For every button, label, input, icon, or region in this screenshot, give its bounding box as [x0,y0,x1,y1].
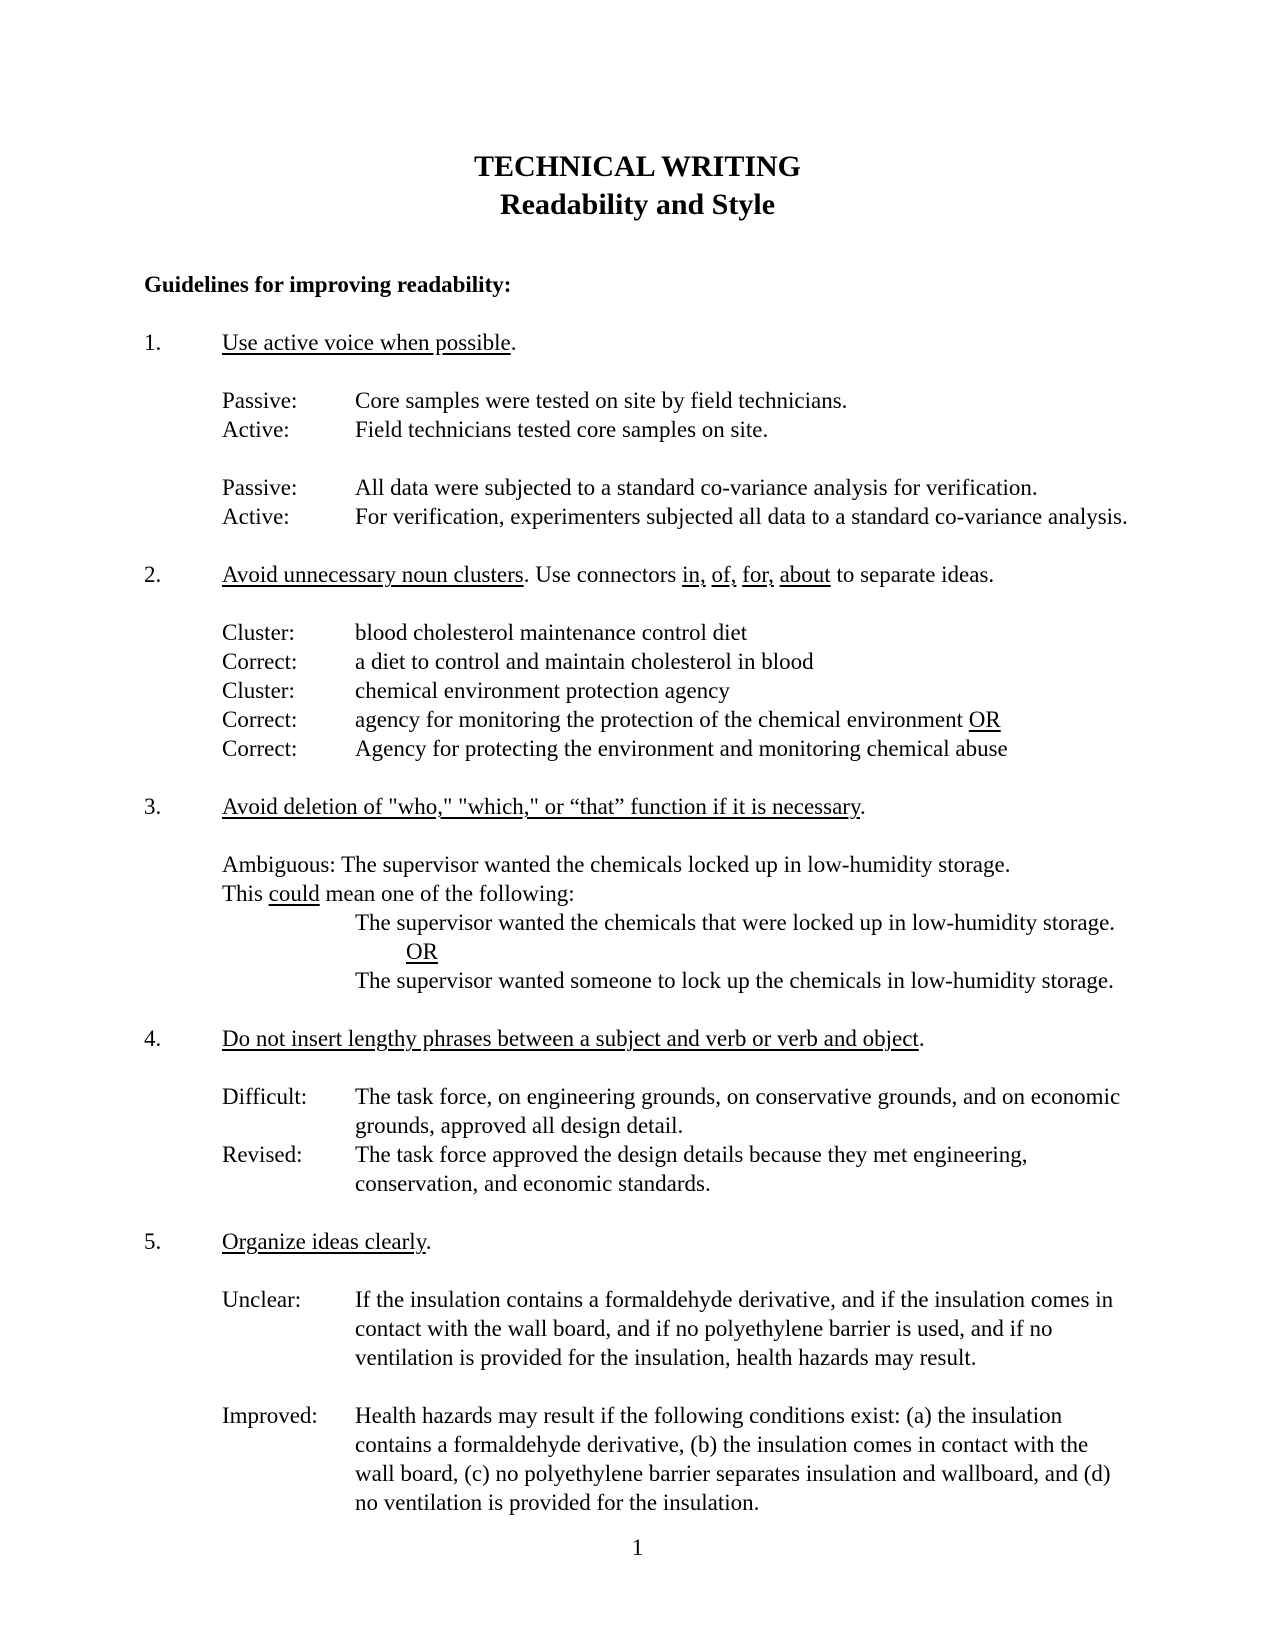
page-number: 1 [631,1535,644,1560]
or-line: OR [406,939,438,964]
example-text: blood cholesterol maintenance control diet [355,620,748,645]
guideline-3-title: Avoid deletion of "who," "which," or “that” function if it is necessary. [222,794,866,819]
guideline-5-example-improved [222,1401,1275,1517]
guideline-1-examples-a [222,386,1275,444]
guideline-2-heading [144,560,1275,589]
title-line-1: TECHNICAL WRITING [473,150,802,183]
example-row [222,1285,1275,1372]
guideline-2-title: Avoid unnecessary noun clusters. Use connectors in, of, for, about to separate ideas. [222,562,995,587]
example-row [222,1401,1275,1517]
example-text: For verification, experimenters subjected all data to a standard co-variance analysis. [355,504,1128,529]
guideline-4-heading [144,1024,1275,1053]
ambiguous-line: Ambiguous: The supervisor wanted the chemicals locked up in low-humidity storage. [222,852,1011,877]
example-text: The task force approved the design details because they met engineering, conservation, and economic standards. [355,1142,1028,1196]
guideline-2-number: 2. [144,562,162,587]
guideline-3-examples [222,850,1275,995]
example-text: Field technicians tested core samples on site. [355,417,769,442]
example-label: Difficult: [222,1084,308,1109]
option-line-1: The supervisor wanted the chemicals that were locked up in low-humidity storage. [355,910,1116,935]
option-line-2: The supervisor wanted someone to lock up the chemicals in low-humidity storage. [355,968,1114,993]
example-row [222,676,1275,705]
example-label: Unclear: [222,1287,302,1312]
example-label: Cluster: [222,620,295,645]
example-label: Active: [222,417,290,442]
example-row [222,734,1275,763]
guideline-4-number: 4. [144,1026,162,1051]
guideline-1-heading [144,328,1275,357]
example-text: Health hazards may result if the following conditions exist: (a) the insulation contains a formaldehyde derivative, (b) the insulation comes in contact with the wall board, (c) no polyethylene barrier separates insulation and wallboard, and (d) no ventilation is provided for the insulation. [355,1403,1111,1515]
guideline-3-number: 3. [144,794,162,819]
example-row [222,415,1275,444]
guideline-4-title: Do not insert lengthy phrases between a subject and verb or verb and object. [222,1026,925,1051]
guideline-1-examples-b [222,473,1275,531]
example-label: Improved: [222,1403,318,1428]
example-row [222,502,1275,531]
guideline-4-examples [222,1082,1275,1198]
guideline-5-heading [144,1227,1275,1256]
example-text: All data were subjected to a standard co-variance analysis for verification. [355,475,1038,500]
guideline-5-example-unclear [222,1285,1275,1372]
guideline-1-title: Use active voice when possible. [222,330,517,355]
example-text: The task force, on engineering grounds, on conservative grounds, and on economic grounds, approved all design detail. [355,1084,1121,1138]
could-line: This could mean one of the following: [222,881,575,906]
or-connector: OR [968,707,1001,732]
example-row [222,705,1275,734]
example-text: Core samples were tested on site by field technicians. [355,388,848,413]
example-text: If the insulation contains a formaldehyde derivative, and if the insulation comes in contact with the wall board, and if no polyethylene barrier is used, and if no ventilation is provided for the insulation, health hazards may result. [355,1287,1114,1370]
example-label: Correct: [222,736,298,761]
guideline-3-heading [144,792,1275,821]
example-text: agency for monitoring the protection of the chemical environment OR [355,707,1001,732]
intro-heading: Guidelines for improving readability: [144,272,512,297]
example-text: a diet to control and maintain cholesterol in blood [355,649,814,674]
example-row [222,1140,1275,1198]
example-row [222,618,1275,647]
guideline-5-title: Organize ideas clearly. [222,1229,432,1254]
example-label: Revised: [222,1142,303,1167]
example-label: Passive: [222,475,298,500]
title-line-2: Readability and Style [499,188,776,221]
example-label: Cluster: [222,678,295,703]
example-row [222,1082,1275,1140]
example-label: Active: [222,504,290,529]
page-title [0,148,1275,224]
guideline-1-number: 1. [144,330,162,355]
example-text: Agency for protecting the environment and monitoring chemical abuse [355,736,1008,761]
example-label: Correct: [222,707,298,732]
guideline-2-examples [222,618,1275,763]
example-text: chemical environment protection agency [355,678,730,703]
example-row [222,386,1275,415]
example-label: Passive: [222,388,298,413]
guideline-5-number: 5. [144,1229,162,1254]
example-label: Correct: [222,649,298,674]
example-row [222,647,1275,676]
example-row [222,473,1275,502]
